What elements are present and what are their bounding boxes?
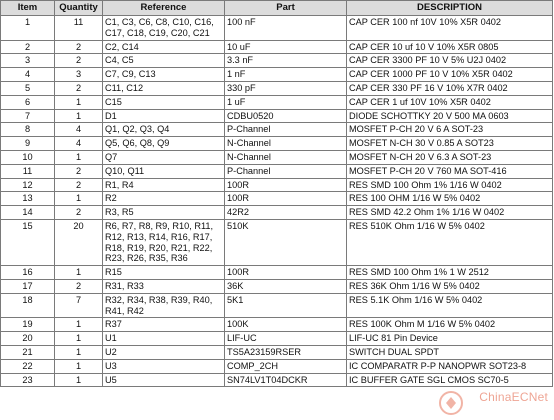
row-quantity: 1 xyxy=(55,345,103,359)
row-item: 1 xyxy=(1,16,55,41)
header-part: Part xyxy=(225,1,347,16)
row-reference: R37 xyxy=(103,318,225,332)
table-row xyxy=(1,266,553,280)
table-row xyxy=(1,293,553,318)
row-item: 2 xyxy=(1,40,55,54)
row-part: P-Channel xyxy=(225,123,347,137)
table-row xyxy=(1,40,553,54)
table-row xyxy=(1,68,553,82)
table-row xyxy=(1,178,553,192)
table-row xyxy=(1,137,553,151)
row-reference: Q10, Q11 xyxy=(103,164,225,178)
bom-body xyxy=(1,16,553,387)
row-part: 5K1 xyxy=(225,293,347,318)
table-row xyxy=(1,54,553,68)
row-quantity: 7 xyxy=(55,293,103,318)
row-quantity: 2 xyxy=(55,206,103,220)
row-quantity: 11 xyxy=(55,16,103,41)
row-quantity: 1 xyxy=(55,95,103,109)
table-row xyxy=(1,95,553,109)
table-row xyxy=(1,123,553,137)
table-row xyxy=(1,164,553,178)
row-quantity: 1 xyxy=(55,150,103,164)
row-description: CAP CER 1 uf 10V 10% X5R 0402 xyxy=(347,95,553,109)
row-quantity: 1 xyxy=(55,192,103,206)
row-quantity: 2 xyxy=(55,40,103,54)
row-part: N-Channel xyxy=(225,150,347,164)
row-part: 3.3 nF xyxy=(225,54,347,68)
row-quantity: 2 xyxy=(55,81,103,95)
header-description: DESCRIPTION xyxy=(347,1,553,16)
row-description: CAP CER 1000 PF 10 V 10% X5R 0402 xyxy=(347,68,553,82)
row-description: RES SMD 100 Ohm 1% 1/16 W 0402 xyxy=(347,178,553,192)
row-reference: R15 xyxy=(103,266,225,280)
row-part: COMP_2CH xyxy=(225,359,347,373)
table-row xyxy=(1,373,553,387)
row-item: 17 xyxy=(1,279,55,293)
row-reference: U5 xyxy=(103,373,225,387)
row-quantity: 4 xyxy=(55,137,103,151)
row-quantity: 2 xyxy=(55,164,103,178)
row-quantity: 1 xyxy=(55,332,103,346)
row-description: LIF-UC 81 Pin Device xyxy=(347,332,553,346)
row-description: IC BUFFER GATE SGL CMOS SC70-5 xyxy=(347,373,553,387)
row-reference: R6, R7, R8, R9, R10, R11, R12, R13, R14, R16, R17, R18, R19, R20, R21, R22, R23, R26, R35, R36 xyxy=(103,219,225,265)
row-item: 3 xyxy=(1,54,55,68)
row-part: 1 uF xyxy=(225,95,347,109)
row-description: RES 510K Ohm 1/16 W 5% 0402 xyxy=(347,219,553,265)
row-quantity: 20 xyxy=(55,219,103,265)
table-row xyxy=(1,318,553,332)
row-part: CDBU0520 xyxy=(225,109,347,123)
row-reference: C11, C12 xyxy=(103,81,225,95)
row-quantity: 1 xyxy=(55,266,103,280)
row-quantity: 3 xyxy=(55,68,103,82)
row-part: 1 nF xyxy=(225,68,347,82)
row-part: LIF-UC xyxy=(225,332,347,346)
row-description: SWITCH DUAL SPDT xyxy=(347,345,553,359)
row-reference: Q5, Q6, Q8, Q9 xyxy=(103,137,225,151)
header-item: Item xyxy=(1,1,55,16)
row-item: 22 xyxy=(1,359,55,373)
table-row xyxy=(1,332,553,346)
row-description: CAP CER 100 nf 10V 10% X5R 0402 xyxy=(347,16,553,41)
row-quantity: 2 xyxy=(55,178,103,192)
table-row xyxy=(1,81,553,95)
row-item: 5 xyxy=(1,81,55,95)
row-description: MOSFET P-CH 20 V 760 MA SOT-416 xyxy=(347,164,553,178)
row-item: 20 xyxy=(1,332,55,346)
table-row xyxy=(1,206,553,220)
row-reference: R1, R4 xyxy=(103,178,225,192)
row-description: MOSFET N-CH 20 V 6.3 A SOT-23 xyxy=(347,150,553,164)
table-row xyxy=(1,16,553,41)
row-quantity: 1 xyxy=(55,109,103,123)
row-description: RES SMD 42.2 Ohm 1% 1/16 W 0402 xyxy=(347,206,553,220)
row-part: 100R xyxy=(225,178,347,192)
row-description: CAP CER 10 uf 10 V 10% X5R 0805 xyxy=(347,40,553,54)
row-reference: R2 xyxy=(103,192,225,206)
row-item: 9 xyxy=(1,137,55,151)
row-part: N-Channel xyxy=(225,137,347,151)
row-item: 12 xyxy=(1,178,55,192)
row-quantity: 4 xyxy=(55,123,103,137)
row-reference: Q1, Q2, Q3, Q4 xyxy=(103,123,225,137)
row-item: 18 xyxy=(1,293,55,318)
row-reference: C4, C5 xyxy=(103,54,225,68)
row-item: 13 xyxy=(1,192,55,206)
row-item: 21 xyxy=(1,345,55,359)
table-row xyxy=(1,192,553,206)
header-reference: Reference xyxy=(103,1,225,16)
row-reference: R3, R5 xyxy=(103,206,225,220)
row-item: 6 xyxy=(1,95,55,109)
row-reference: C1, C3, C6, C8, C10, C16, C17, C18, C19, C20, C21 xyxy=(103,16,225,41)
row-item: 19 xyxy=(1,318,55,332)
row-part: P-Channel xyxy=(225,164,347,178)
row-reference: D1 xyxy=(103,109,225,123)
row-item: 14 xyxy=(1,206,55,220)
table-row xyxy=(1,345,553,359)
row-reference: C7, C9, C13 xyxy=(103,68,225,82)
row-reference: R31, R33 xyxy=(103,279,225,293)
watermark-logo-icon xyxy=(438,390,464,416)
table-row xyxy=(1,109,553,123)
row-item: 23 xyxy=(1,373,55,387)
row-reference: C15 xyxy=(103,95,225,109)
row-part: 100K xyxy=(225,318,347,332)
row-description: RES 100 OHM 1/16 W 5% 0402 xyxy=(347,192,553,206)
table-row xyxy=(1,150,553,164)
row-part: 100 nF xyxy=(225,16,347,41)
row-part: SN74LV1T04DCKR xyxy=(225,373,347,387)
row-item: 10 xyxy=(1,150,55,164)
row-quantity: 2 xyxy=(55,279,103,293)
row-reference: U3 xyxy=(103,359,225,373)
row-item: 15 xyxy=(1,219,55,265)
row-part: 100R xyxy=(225,192,347,206)
row-part: 510K xyxy=(225,219,347,265)
row-description: CAP CER 3300 PF 10 V 5% U2J 0402 xyxy=(347,54,553,68)
header-row xyxy=(1,1,553,16)
row-item: 8 xyxy=(1,123,55,137)
row-part: 100R xyxy=(225,266,347,280)
row-description: RES 36K Ohm 1/16 W 5% 0402 xyxy=(347,279,553,293)
table-row xyxy=(1,359,553,373)
table-row xyxy=(1,219,553,265)
watermark-text: ChinaECNet xyxy=(479,390,548,404)
row-quantity: 1 xyxy=(55,373,103,387)
row-quantity: 2 xyxy=(55,54,103,68)
header-quantity: Quantity xyxy=(55,1,103,16)
row-description: IC COMPARATR P-P NANOPWR SOT23-8 xyxy=(347,359,553,373)
row-description: DIODE SCHOTTKY 20 V 500 MA 0603 xyxy=(347,109,553,123)
row-description: MOSFET P-CH 20 V 6 A SOT-23 xyxy=(347,123,553,137)
row-part: 42R2 xyxy=(225,206,347,220)
row-reference: Q7 xyxy=(103,150,225,164)
row-reference: U1 xyxy=(103,332,225,346)
row-part: 330 pF xyxy=(225,81,347,95)
row-description: MOSFET N-CH 30 V 0.85 A SOT23 xyxy=(347,137,553,151)
row-description: RES 5.1K Ohm 1/16 W 5% 0402 xyxy=(347,293,553,318)
row-reference: C2, C14 xyxy=(103,40,225,54)
row-reference: U2 xyxy=(103,345,225,359)
row-part: 36K xyxy=(225,279,347,293)
row-item: 16 xyxy=(1,266,55,280)
row-quantity: 1 xyxy=(55,318,103,332)
row-description: RES 100K Ohm M 1/16 W 5% 0402 xyxy=(347,318,553,332)
row-item: 7 xyxy=(1,109,55,123)
row-item: 4 xyxy=(1,68,55,82)
table-row xyxy=(1,279,553,293)
row-description: RES SMD 100 Ohm 1% 1 W 2512 xyxy=(347,266,553,280)
row-reference: R32, R34, R38, R39, R40, R41, R42 xyxy=(103,293,225,318)
row-part: TS5A23159RSER xyxy=(225,345,347,359)
row-item: 11 xyxy=(1,164,55,178)
row-part: 10 uF xyxy=(225,40,347,54)
row-quantity: 1 xyxy=(55,359,103,373)
row-description: CAP CER 330 PF 16 V 10% X7R 0402 xyxy=(347,81,553,95)
